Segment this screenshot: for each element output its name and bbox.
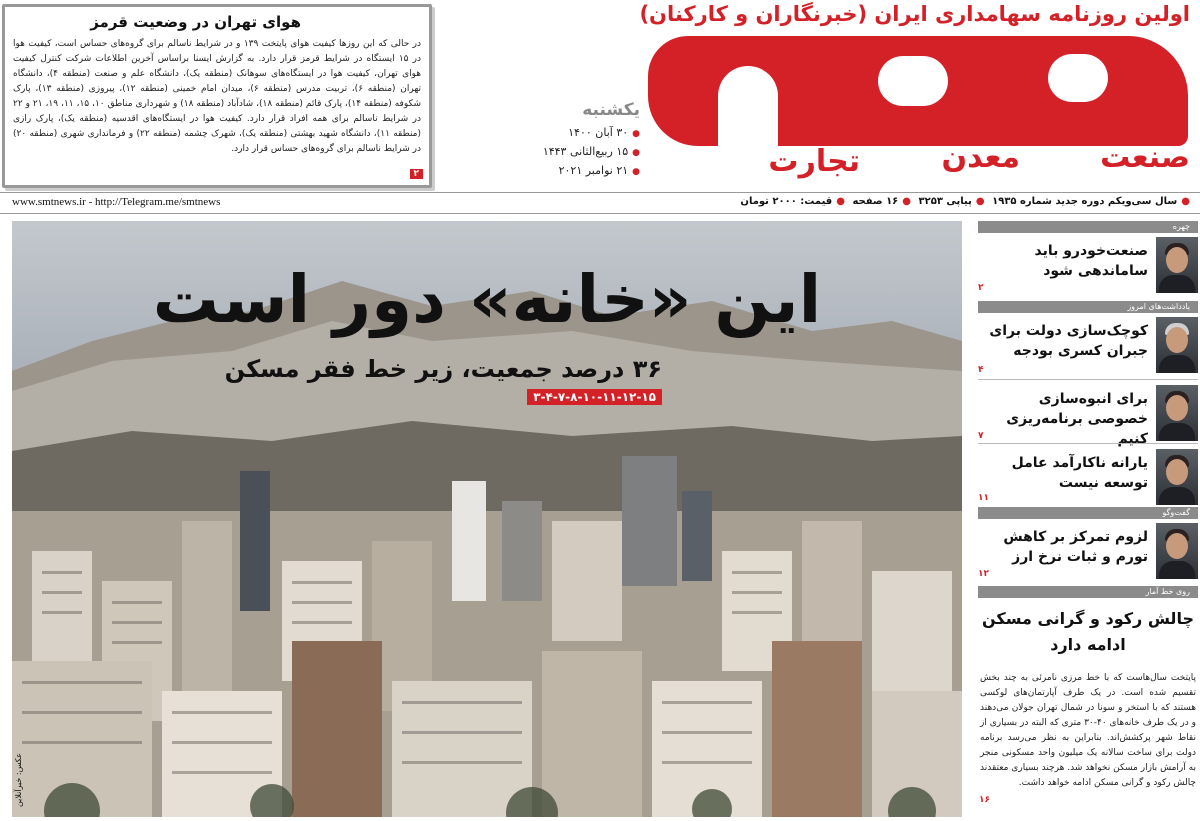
sidebar-item-title[interactable]: یارانه ناکارآمد عامل توسعه نیست: [1011, 455, 1148, 491]
pages-tag: ۳-۴-۷-۸-۱۰-۱۱-۱۲-۱۵: [527, 389, 662, 405]
section-label-talk: گفت‌و‌گو: [978, 507, 1198, 519]
page-ref: ۲: [410, 169, 424, 179]
volume-text: سال سی‌ویکم دوره جدید شماره ۱۹۳۵: [992, 196, 1178, 207]
divider: [978, 443, 1198, 444]
sidebar-item-title[interactable]: کوچک‌سازی دولت برای جبران کسری بودجه: [989, 323, 1148, 359]
dot-icon: ●: [902, 196, 912, 207]
portrait-thumbnail: [1156, 237, 1198, 293]
issue-number: پیاپی ۳۲۵۳: [918, 196, 972, 207]
weekday: یکشنبه: [582, 100, 640, 120]
sidebar-item-title[interactable]: صنعت‌خودرو باید ساماندهی شود: [1034, 243, 1148, 279]
sidebar-item-2[interactable]: [978, 313, 1198, 377]
page-ref: ۱۲: [978, 569, 989, 579]
story-title[interactable]: هوای تهران در وضعیت قرمز: [90, 13, 301, 31]
sidebar-item-4[interactable]: [978, 445, 1198, 507]
portrait-thumbnail: [1156, 317, 1198, 373]
main-subheadline: ۳۶ درصد جمعیت، زیر خط فقر مسکن: [224, 355, 662, 383]
page-ref: ۱۱: [978, 493, 989, 503]
masthead-word-mining: معدن: [941, 140, 1020, 175]
portrait-thumbnail: [1156, 449, 1198, 505]
section-label-stats: روی خط آمار: [978, 586, 1198, 598]
date-solar: ● ۳۰ آبان ۱۴۰۰: [520, 124, 640, 143]
issue-date: [520, 100, 640, 190]
portrait-thumbnail: [1156, 523, 1198, 579]
feature-title[interactable]: چالش رکود و گرانی مسکن ادامه دارد: [982, 609, 1194, 654]
sidebar-item-title[interactable]: برای انبوه‌سازی خصوصی برنامه‌ریزی کنیم: [1006, 391, 1148, 447]
story-body: در حالی که این روزها کیفیت هوای پایتخت ۱۳۹ و در شرایط ناسالم برای گروه‌های حساس است، کیفیت هوا در ۱۵ ایستگاه در شرایط قرمز قرار دارد. به گزارش ایسنا براساس آخرین اطلاعات شرکت کنترل کیفیت هوای تهران، کیفیت هوا در ایستگاه‌های سوهانک (منطقه یک)، دانشگاه علم و صنعت (منطقه ۴)، دانشگاه تهران (منطقه ۶)، تربیت مدرس (منطقه ۶)، میدان امام خمینی (منطقه ۱۲)، پیروزی (منطقه ۱۳)، پارک شکوفه (منطقه ۱۴)، پارک قائم (منطقه ۱۸)، شادآباد (منطقه ۱۸) و شهرداری مناطق ۱۰، ۱۵، ۱۱، ۱۹، ۲۱ و ۲۲ در شرایط ناسالم برای همه افراد قرار دارد. کیفیت هوا در ایستگاه‌های اقدسیه (منطقه یک)، پارک رازی (منطقه ۱۱)، دانشگاه شهید بهشتی (منطقه یک)، شهرک چشمه (منطقه ۲۲) و فرمانداری شهری (منطقه ۲۰) در شرایط ناسالم برای گروه‌های حساس قرار دارد.: [13, 39, 422, 154]
masthead-word-industry: صنعت: [1100, 140, 1190, 175]
photo-credit: عکس: خبرآنلاین: [14, 753, 23, 807]
page-ref: ۴: [978, 365, 984, 375]
sidebar-item-3[interactable]: [978, 381, 1198, 445]
sidebar-item-1[interactable]: [978, 233, 1198, 297]
dot-icon: ●: [975, 196, 985, 207]
portrait-thumbnail: [1156, 385, 1198, 441]
page-count: ۱۶ صفحه: [852, 196, 899, 207]
newspaper-logo[interactable]: [648, 36, 1188, 146]
feature-body: پایتخت سال‌هاست که با خط مرزی نامرئی به چند بخش تقسیم شده است. در یک طرف آپارتمان‌های لوکسی هستند که با استخر و سونا در شمال تهران جولان می‌دهند و در یک طرف خانه‌های ۴۰-۳۰ متری که البته در بسیاری از نقاط شهر پرکشش‌اند. بنابراین به نظر می‌رسد برنامه دولت برای ساخت سالانه یک میلیون واحد مسکونی منجر به آرامش بازار مسکن نخواهد شد. هرچند بسیاری معتقدند چالش رکود و گرانی مسکن ادامه خواهد داشت.: [980, 673, 1196, 788]
masthead: [640, 0, 1200, 190]
masthead-tagline: اولین روزنامه سهامداری ایران (خبرنگاران و کارکنان): [639, 2, 1190, 26]
sidebar: [975, 221, 1200, 817]
sidebar-item-5[interactable]: [978, 519, 1198, 583]
price: قیمت: ۲۰۰۰ تومان: [740, 196, 833, 207]
section-label-face: چهره: [978, 221, 1198, 233]
page-ref: ۱۶: [979, 795, 990, 805]
issue-info: [740, 196, 1194, 207]
main-photo[interactable]: [12, 221, 962, 817]
section-label-notes: یادداشت‌های امروز: [978, 301, 1198, 313]
dot-icon: ●: [1181, 196, 1190, 207]
masthead-subtitle: [650, 140, 1190, 180]
divider: [978, 379, 1198, 380]
air-quality-story[interactable]: [2, 4, 432, 188]
masthead-word-trade: تجارت: [768, 144, 860, 179]
page-ref: ۲: [978, 283, 984, 293]
sidebar-item-title[interactable]: لزوم تمرکز بر کاهش تورم و ثبات نرخ ارز: [1003, 529, 1148, 565]
date-gregorian: ● ۲۱ نوامبر ۲۰۲۱: [520, 162, 640, 181]
dot-icon: ●: [836, 196, 845, 207]
main-headline[interactable]: این «خانه» دور است: [152, 261, 822, 338]
page-ref: ۷: [978, 431, 984, 441]
date-lunar: ● ۱۵ ربیع‌الثانی ۱۴۴۳: [520, 143, 640, 162]
info-bar: [0, 192, 1200, 214]
website-links[interactable]: www.smtnews.ir - http://Telegram.me/smtnews: [12, 196, 221, 208]
